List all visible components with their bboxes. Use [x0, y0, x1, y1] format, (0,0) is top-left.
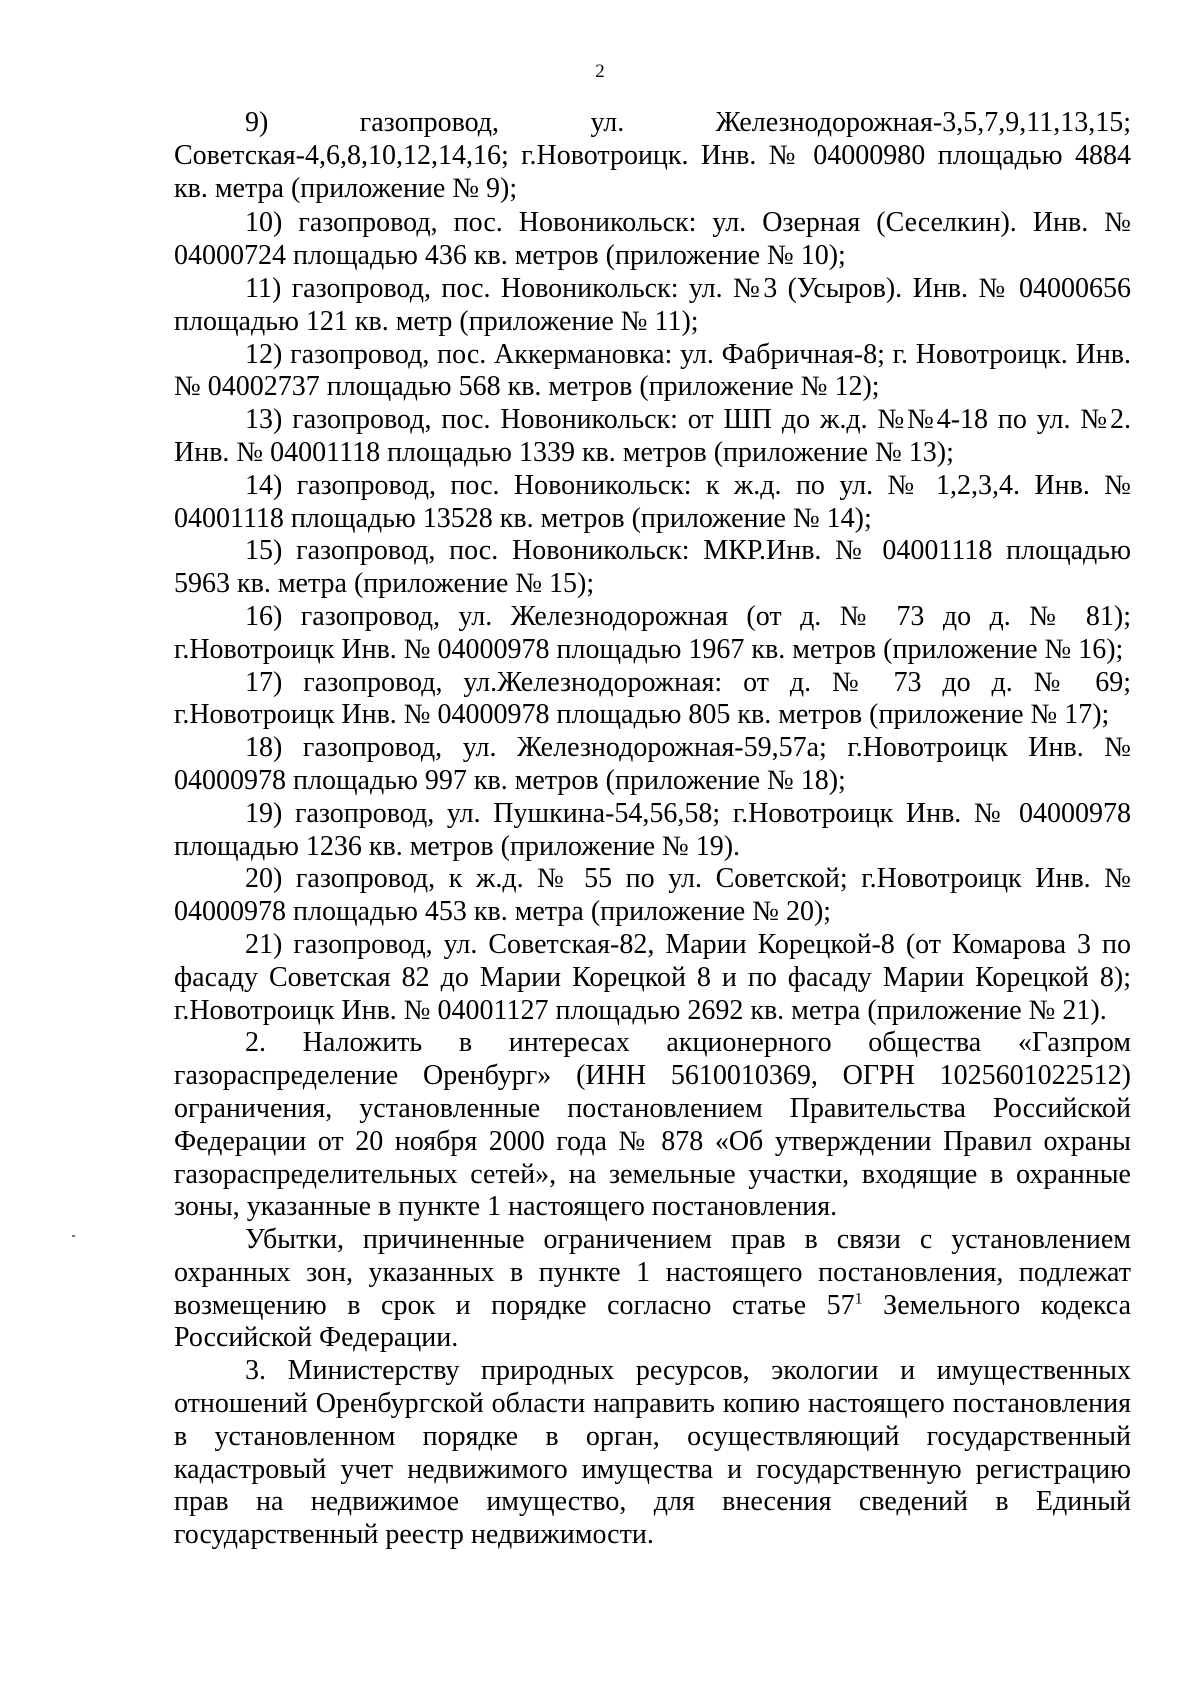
- page-number: 2: [595, 61, 605, 82]
- list-item-16: 16) газопровод, ул. Железнодорожная (от д. № 73 до д. № 81); г.Новотроицк Инв. № 04000978 площадью 1967 кв. метров (приложение № 16);: [174, 600, 1131, 665]
- list-item-19: 19) газопровод, ул. Пушкина-54,56,58; г.Новотроицк Инв. № 04000978 площадью 1236 кв. метров (приложение № 19).: [174, 797, 1131, 862]
- list-item-9: 9) газопровод, ул. Железнодорожная-3,5,7,9,11,13,15; Советская-4,6,8,10,12,14,16; г.Новотроицк. Инв. № 04000980 площадью 4884 кв. метра (приложение № 9);: [174, 107, 1131, 204]
- losses-paragraph: [174, 1224, 1131, 1355]
- list-item-11: 11) газопровод, пос. Новоникольск: ул. №3 (Усыров). Инв. № 04000656 площадью 121 кв. метр (приложение № 11);: [174, 272, 1131, 337]
- list-item-18: 18) газопровод, ул. Железнодорожная-59,57а; г.Новотроицк Инв. № 04000978 площадью 997 кв. метров (приложение № 18);: [174, 732, 1131, 796]
- list-item-15: 15) газопровод, пос. Новоникольск: МКР.Инв. № 04001118 площадью 5963 кв. метра (приложение № 15);: [174, 535, 1131, 600]
- list-item-17: 17) газопровод, ул.Железнодорожная: от д. № 73 до д. № 69; г.Новотроицк Инв. № 04000978 площадью 805 кв. метров (приложение № 17);: [174, 666, 1131, 731]
- list-item-20: 20) газопровод, к ж.д. № 55 по ул. Советской; г.Новотроицк Инв. № 04000978 площадью 453 кв. метра (приложение № 20);: [174, 863, 1131, 928]
- list-item-13: 13) газопровод, пос. Новоникольск: от ШП до ж.д. №№4-18 по ул. №2. Инв. № 04001118 площадью 1339 кв. метров (приложение № 13);: [174, 404, 1131, 468]
- losses-text-before: Убытки, причиненные ограничением прав в связи с установлением охранных зон, указанных в пункте 1 настоящего постановления, подлежат возмещению в срок и порядке согласно статье 57: [174, 1224, 1131, 1321]
- clause-3-paragraph: 3. Министерству природных ресурсов, экологии и имущественных отношений Оренбургской области направить копию настоящего постановления в установленном порядке в орган, осуществляющий государственный кадастровый учет недвижимого имущества и государственную регистрацию прав на недвижимое имущество, для внесения сведений в Единый государственный реестр недвижимости.: [174, 1355, 1131, 1551]
- document-body: [174, 107, 1131, 1552]
- clause-2-paragraph: 2. Наложить в интересах акционерного общества «Газпром газораспределение Оренбург» (ИНН 5610010369, ОГРН 1025601022512) ограничения, установленные постановлением Правительства Российской Федерации от 20 ноября 2000 года № 878 «Об утверждении Правил охраны газораспределительных сетей», на земельные участки, входящие в охранные зоны, указанные в пункте 1 настоящего постановления.: [174, 1027, 1131, 1223]
- list-item-12: 12) газопровод, пос. Аккермановка: ул. Фабричная-8; г. Новотроицк. Инв. № 04002737 площадью 568 кв. метров (приложение № 12);: [174, 338, 1131, 403]
- list-item-10: 10) газопровод, пос. Новоникольск: ул. Озерная (Сеселкин). Инв. № 04000724 площадью 436 кв. метров (приложение № 10);: [174, 207, 1131, 272]
- article-superscript: 1: [854, 1290, 863, 1308]
- list-item-21: 21) газопровод, ул. Советская-82, Марии Корецкой-8 (от Комарова 3 по фасаду Советская 82 до Марии Корецкой 8 и по фасаду Марии Корецкой 8); г.Новотроицк Инв. № 04001127 площадью 2692 кв. метра (приложение № 21).: [174, 928, 1131, 1026]
- scan-speck: [72, 1235, 75, 1237]
- list-item-14: 14) газопровод, пос. Новоникольск: к ж.д. по ул. № 1,2,3,4. Инв. № 04001118 площадью 13528 кв. метров (приложение № 14);: [174, 469, 1131, 534]
- losses-text-after: Земельного кодекса Российской Федерации.: [174, 1289, 1131, 1354]
